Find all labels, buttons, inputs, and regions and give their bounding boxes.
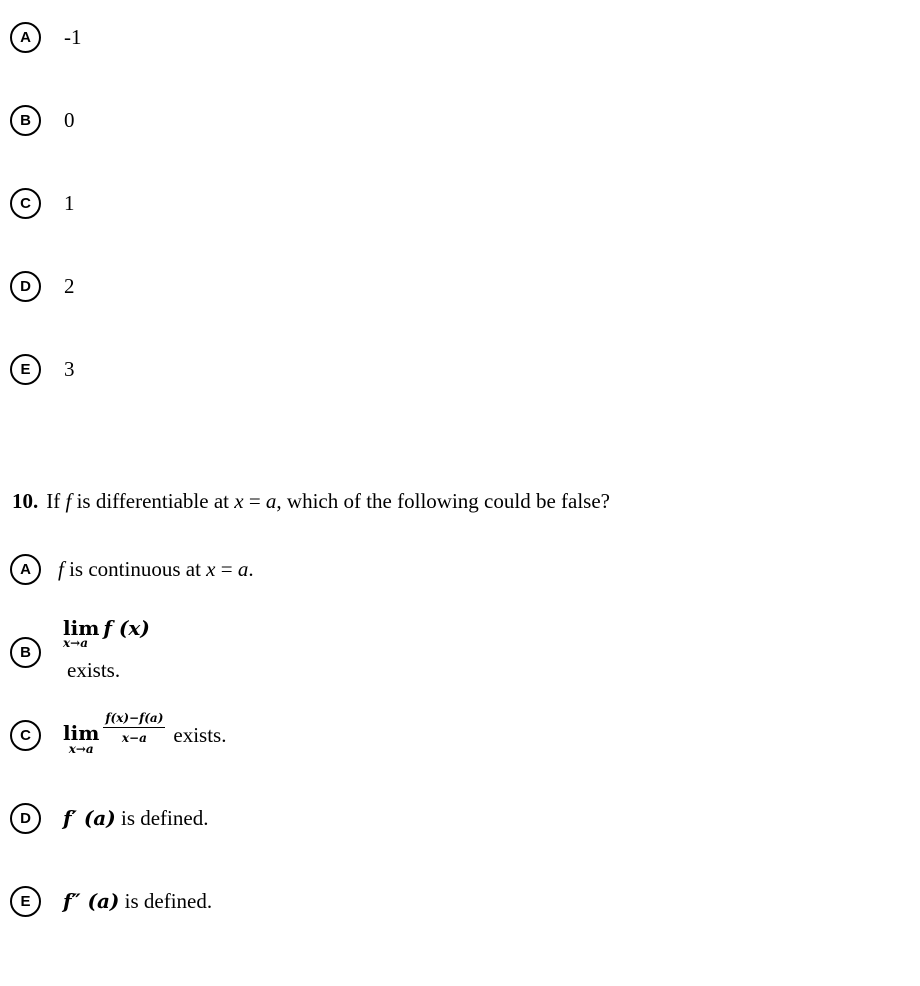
stem-f: f: [65, 489, 72, 513]
option-a-bubble[interactable]: A: [10, 22, 41, 53]
q10-option-b-expression: [63, 616, 150, 683]
option-c-bubble[interactable]: C: [10, 188, 41, 219]
stem-a: a: [265, 489, 277, 513]
denominator: x−a: [121, 731, 147, 745]
option-c-value: 1: [64, 191, 75, 215]
stem-text-1: If: [46, 489, 61, 513]
q10-option-d-text: f′ (a) is defined.: [63, 806, 209, 830]
stem-text-2: is differentiable at: [76, 489, 229, 513]
q10-option-d[interactable]: [10, 803, 208, 834]
q10-option-a[interactable]: [10, 554, 254, 585]
q10-option-c-expression: [63, 711, 226, 756]
lim-label: lim: [63, 616, 100, 640]
lim-subscript: x→a: [63, 636, 88, 650]
q10-option-c-bubble[interactable]: C: [10, 720, 41, 751]
option-d-bubble[interactable]: D: [10, 271, 41, 302]
q10-option-a-bubble[interactable]: A: [10, 554, 41, 585]
q10-option-c-tail: exists.: [173, 723, 227, 747]
difference-quotient: [103, 711, 165, 745]
option-b-value: 0: [64, 108, 75, 132]
q10-option-c[interactable]: [10, 720, 41, 751]
option-e-bubble[interactable]: E: [10, 354, 41, 385]
question-number: 10.: [12, 489, 39, 513]
prev-option-b[interactable]: [10, 105, 75, 136]
stem-x: x: [234, 489, 244, 513]
q10-option-a-text: f is continuous at x = a.: [58, 557, 254, 581]
f-of-x: f (x): [103, 616, 150, 640]
prev-option-c[interactable]: [10, 188, 75, 219]
q10-option-e-text: f″ (a) is defined.: [63, 889, 213, 913]
q10-option-e-bubble[interactable]: E: [10, 886, 41, 917]
q10-option-b[interactable]: [10, 637, 41, 668]
lim-label: lim: [63, 721, 100, 745]
option-e-value: 3: [64, 357, 75, 381]
prev-option-d[interactable]: [10, 271, 75, 302]
option-a-value: -1: [64, 25, 82, 49]
prev-option-e[interactable]: [10, 354, 75, 385]
q10-option-b-bubble[interactable]: B: [10, 637, 41, 668]
q10-option-e[interactable]: [10, 886, 212, 917]
option-d-value: 2: [64, 274, 75, 298]
prev-option-a[interactable]: [10, 22, 82, 53]
stem-eq: =: [248, 489, 261, 513]
question-10-stem: [12, 489, 610, 514]
q10-option-d-bubble[interactable]: D: [10, 803, 41, 834]
q10-option-b-tail: exists.: [67, 658, 121, 682]
stem-text-3: , which of the following could be false?: [276, 489, 610, 513]
option-b-bubble[interactable]: B: [10, 105, 41, 136]
lim-subscript: x→a: [68, 742, 94, 756]
numerator: f(x)−f(a): [103, 711, 165, 728]
